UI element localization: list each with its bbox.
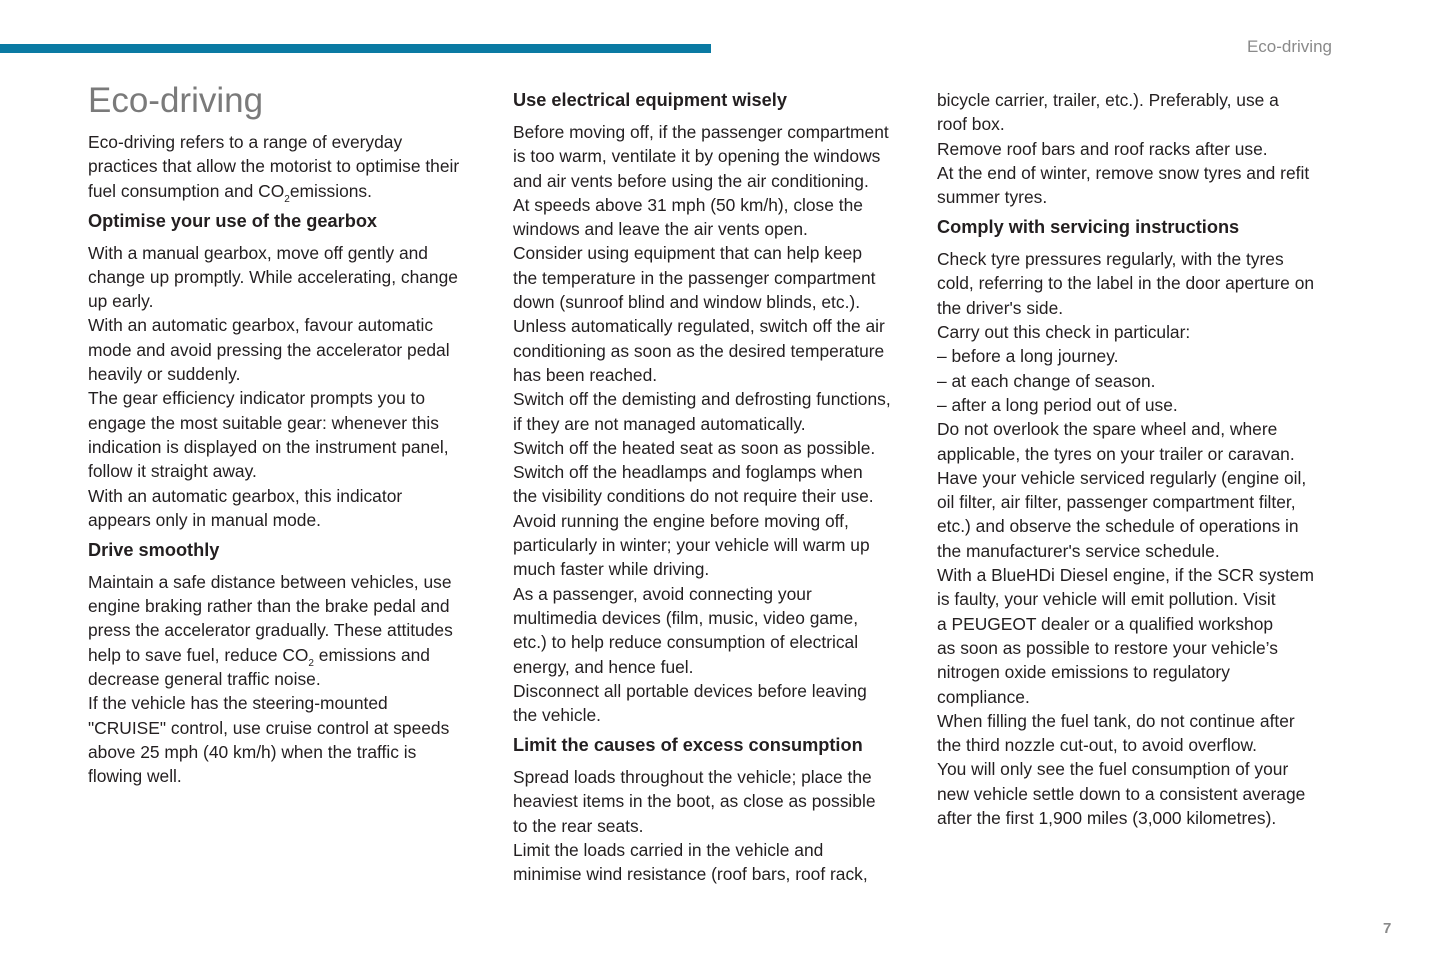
text-line: bicycle carrier, trailer, etc.). Preferably, use a [937,90,1279,110]
text-line: If the vehicle has the steering-mounted [88,693,388,714]
text-line: engine braking rather than the brake pedal and [88,596,450,617]
text-line [88,643,508,667]
text-line: decrease general traffic noise. [88,668,321,689]
text-line: Disconnect all portable devices before leaving [513,680,867,701]
paragraph-block [937,88,1357,209]
text-line: With an automatic gearbox, this indicator [88,485,403,506]
text-line: Switch off the headlamps and foglamps when [513,462,863,483]
text-line: change up promptly. While accelerating, change [88,266,458,287]
text-line: Have your vehicle serviced regularly (engine oil, [937,467,1307,488]
text-line: the temperature in the passenger compartment [513,267,876,288]
text-line: – after a long period out of use. [937,394,1178,415]
text-line: Unless automatically regulated, switch off the air [513,316,885,337]
text-line: to the rear seats. [513,815,644,836]
text-line: if they are not managed automatically. [513,413,806,434]
text-line: multimedia devices (film, music, video game, [513,607,859,628]
text-line: Consider using equipment that can help keep [513,243,863,264]
text-line: With a manual gearbox, move off gently and [88,242,428,263]
paragraph-block [513,765,933,886]
text-line: the third nozzle cut-out, to avoid overflow. [937,735,1257,756]
text-line: the visibility conditions do not require their use. [513,486,874,507]
text-line: energy, and hence fuel. [513,656,694,677]
text-line: up early. [88,291,154,312]
text-line: heavily or suddenly. [88,364,241,385]
section-heading: Optimise your use of the gearbox [88,210,378,231]
text-line: much faster while driving. [513,559,710,580]
text-line: new vehicle settle down to a consistent average [937,783,1306,804]
text-line: flowing well. [88,766,182,787]
section-heading: Drive smoothly [88,539,220,560]
text-line: indication is displayed on the instrument panel, [88,436,449,457]
text-line: When filling the fuel tank, do not continue after [937,710,1295,731]
text-line: a PEUGEOT dealer or a qualified workshop [937,613,1274,634]
paragraph-block [513,120,933,727]
column-1 [88,130,508,788]
text-line: Avoid running the engine before moving off, [513,510,849,531]
text-line: the vehicle. [513,705,601,726]
text-line: Spread loads throughout the vehicle; place the [513,767,872,788]
paragraph-block [937,247,1357,830]
text-line: mode and avoid pressing the accelerator pedal [88,339,450,360]
text-line: With a BlueHDi Diesel engine, if the SCR system [937,565,1314,586]
text-line: "CRUISE" control, use cruise control at speeds [88,717,450,738]
text-line: Maintain a safe distance between vehicles, use [88,571,452,592]
text-line: cold, referring to the label in the door aperture on [937,273,1315,294]
text-segment: emissions. [289,180,372,201]
text-line: Check tyre pressures regularly, with the tyres [937,249,1284,270]
paragraph-block [88,130,508,203]
text-line: etc.) and observe the schedule of operations in [937,516,1299,537]
page-number: 7 [1383,920,1392,937]
text-line: the driver's side. [937,297,1064,318]
text-line: At the end of winter, remove snow tyres and refit [937,162,1310,183]
paragraph-block [88,570,508,789]
text-line: down (sunroof blind and window blinds, etc.). [513,292,861,313]
page-title: Eco-driving [88,81,264,120]
text-line: conditioning as soon as the desired temperature [513,340,885,361]
column-3 [937,88,1357,830]
text-line: follow it straight away. [88,461,257,482]
text-line: press the accelerator gradually. These attitudes [88,620,453,641]
text-line: applicable, the tyres on your trailer or caravan. [937,443,1295,464]
text-segment: fuel consumption and CO [88,180,285,201]
text-line: Switch off the heated seat as soon as possible. [513,437,876,458]
text-line: and air vents before using the air conditioning. [513,170,869,191]
text-line: engage the most suitable gear: whenever this [88,412,439,433]
text-line: Remove roof bars and roof racks after use. [937,138,1268,159]
text-line: appears only in manual mode. [88,509,321,530]
text-line: is too warm, ventilate it by opening the windows [513,146,881,167]
text-line: nitrogen oxide emissions to regulatory [937,662,1230,683]
running-title: Eco-driving [1246,37,1332,56]
section-heading: Limit the causes of excess consumption [513,735,863,756]
text-line: has been reached. [513,364,658,385]
text-line: – before a long journey. [937,346,1119,367]
text-segment: help to save fuel, reduce CO [88,644,309,665]
paragraph-block [88,241,508,533]
text-line: Eco-driving refers to a range of everyday [88,132,403,152]
text-line: roof box. [937,114,1005,135]
text-line: particularly in winter; your vehicle will warm up [513,535,870,556]
text-line: the manufacturer's service schedule. [937,540,1220,561]
text-line [88,179,508,203]
text-line: You will only see the fuel consumption of your [937,759,1289,780]
text-line: Switch off the demisting and defrosting functions, [513,389,891,410]
text-line: At speeds above 31 mph (50 km/h), close the [513,194,863,215]
section-heading: Comply with servicing instructions [937,217,1240,238]
subscript: 2 [308,657,314,669]
text-line: The gear efficiency indicator prompts you to [88,388,426,409]
text-line: oil filter, air filter, passenger compartment filter, [937,492,1296,513]
text-line: As a passenger, avoid connecting your [513,583,812,604]
text-line: minimise wind resistance (roof bars, roof rack, [513,864,868,885]
text-line: Do not overlook the spare wheel and, where [937,419,1278,440]
text-line: summer tyres. [937,187,1048,208]
text-line: Before moving off, if the passenger compartment [513,121,889,142]
text-segment: emissions and [313,644,430,665]
text-line: windows and leave the air vents open. [513,219,808,240]
text-line: Limit the loads carried in the vehicle and [513,839,824,860]
column-2 [513,88,933,887]
text-line: compliance. [937,686,1030,707]
text-line: after the first 1,900 miles (3,000 kilometres). [937,807,1277,828]
section-heading: Use electrical equipment wisely [513,90,787,110]
text-line: etc.) to help reduce consumption of electrical [513,632,859,653]
text-line: above 25 mph (40 km/h) when the traffic is [88,741,417,762]
text-line: practices that allow the motorist to optimise their [88,156,460,177]
text-line: With an automatic gearbox, favour automatic [88,315,434,336]
header-accent-bar [0,44,711,53]
text-line: Carry out this check in particular: [937,322,1191,343]
text-line: as soon as possible to restore your vehicle’s [937,637,1278,658]
text-line: heaviest items in the boot, as close as possible [513,791,876,812]
text-line: is faulty, your vehicle will emit pollution. Visit [937,589,1276,610]
subscript: 2 [284,193,290,205]
text-line: – at each change of season. [937,370,1156,391]
